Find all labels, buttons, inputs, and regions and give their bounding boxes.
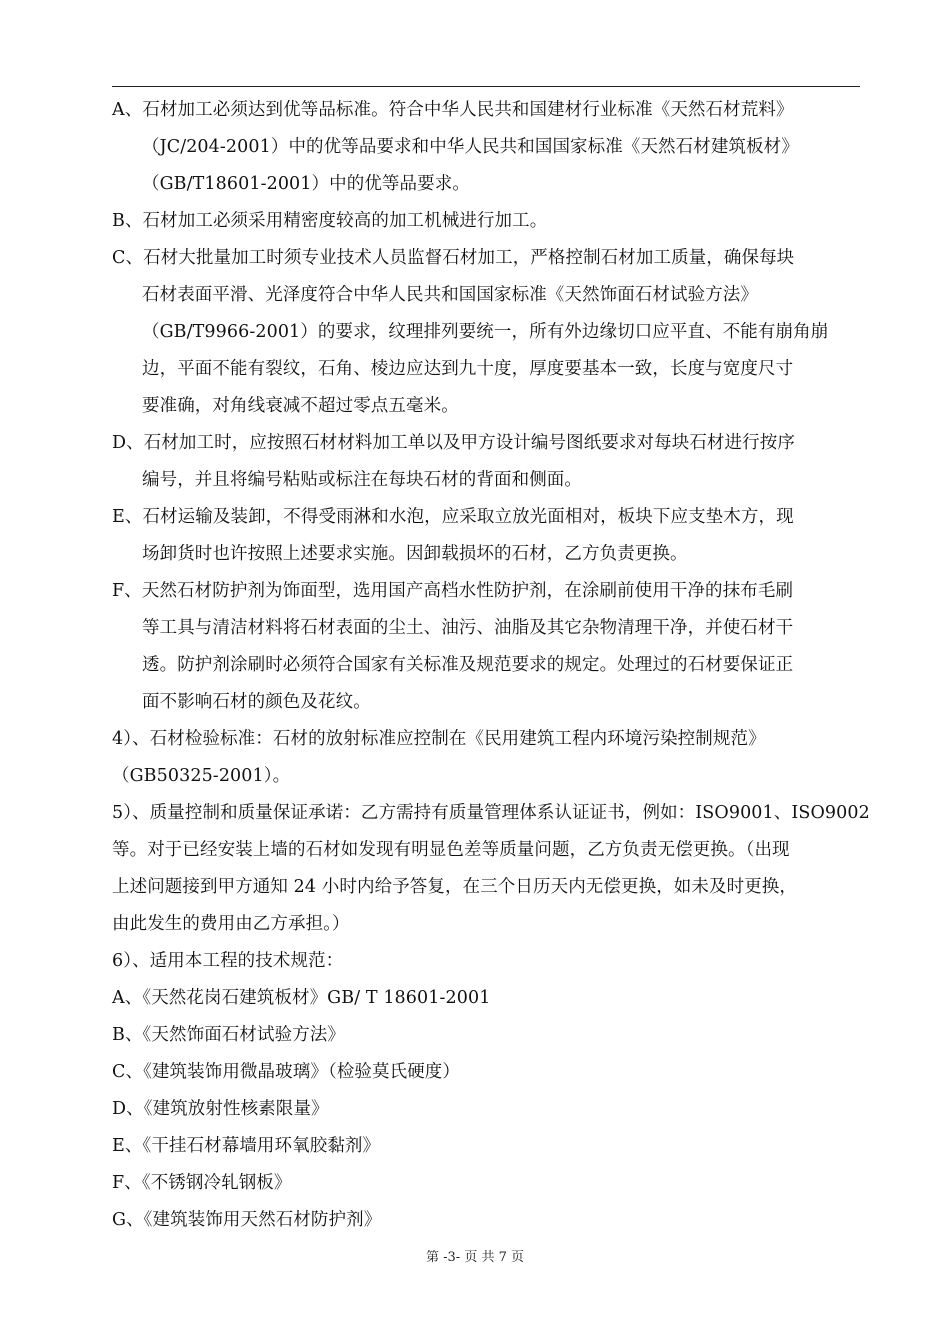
text-line: 上述问题接到甲方通知 24 小时内给予答复，在三个日历天内无偿更换，如未及时更换， <box>112 877 797 897</box>
text-line: D、《建筑放射性核素限量》 <box>112 1099 329 1119</box>
text-line: G、《建筑装饰用天然石材防护剂》 <box>112 1210 382 1230</box>
text-line: 面不影响石材的颜色及花纹。 <box>142 692 371 712</box>
text-line: C、《建筑装饰用微晶玻璃》（检验莫氏硬度） <box>112 1062 460 1082</box>
text-line: E、《干挂石材幕墙用环氧胶黏剂》 <box>112 1136 381 1156</box>
text-line: D、石材加工时，应按照石材材料加工单以及甲方设计编号图纸要求对每块石材进行按序 <box>112 433 795 453</box>
text-line: （GB50325-2001）。 <box>112 766 291 786</box>
text-line: 编号，并且将编号粘贴或标注在每块石材的背面和侧面。 <box>142 470 582 490</box>
text-line: B、《天然饰面石材试验方法》 <box>112 1025 346 1045</box>
text-line: F、天然石材防护剂为饰面型，选用国产高档水性防护剂，在涂刷前使用干净的抹布毛刷 <box>112 581 794 601</box>
text-line: 场卸货时也许按照上述要求实施。因卸载损坏的石材，乙方负责更换。 <box>142 544 688 564</box>
text-line: A、石材加工必须达到优等品标准。符合中华人民共和国建材行业标准《天然石材荒料》 <box>112 100 794 120</box>
text-line: A、《天然花岗石建筑板材》GB/ T 18601-2001 <box>112 988 491 1008</box>
text-line: （JC/204-2001）中的优等品要求和中华人民共和国国家标准《天然石材建筑板材》 <box>142 137 799 157</box>
text-line: 5）、质量控制和质量保证承诺：乙方需持有质量管理体系认证证书，例如：ISO9001、ISO9002 <box>112 803 870 823</box>
text-line: C、石材大批量加工时须专业技术人员监督石材加工，严格控制石材加工质量，确保每块 <box>112 248 795 268</box>
text-line: 4）、石材检验标准：石材的放射标准应控制在《民用建筑工程内环境污染控制规范》 <box>112 729 766 749</box>
text-line: 要准确，对角线衰减不超过零点五毫米。 <box>142 396 459 416</box>
text-line: 石材表面平滑、光泽度符合中华人民共和国国家标准《天然饰面石材试验方法》 <box>142 285 758 305</box>
text-line: B、石材加工必须采用精密度较高的加工机械进行加工。 <box>112 211 548 231</box>
text-line: 由此发生的费用由乙方承担。） <box>112 914 350 934</box>
text-line: （GB/T9966-2001）的要求，纹理排列要统一，所有外边缘切口应平直、不能有崩角崩 <box>142 322 829 342</box>
text-line: 6）、适用本工程的技术规范： <box>112 951 344 971</box>
document-body <box>112 92 872 1239</box>
text-line: 边，平面不能有裂纹，石角、棱边应达到九十度，厚度要基本一致，长度与宽度尺寸 <box>142 359 794 379</box>
text-line: 等。对于已经安装上墙的石材如发现有明显色差等质量问题，乙方负责无偿更换。（出现 <box>112 840 790 860</box>
text-line: （GB/T18601-2001）中的优等品要求。 <box>142 174 470 194</box>
text-line: 透。防护剂涂刷时必须符合国家有关标准及规范要求的规定。处理过的石材要保证正 <box>142 655 794 675</box>
text-line: 等工具与清洁材料将石材表面的尘土、油污、油脂及其它杂物清理干净，并使石材干 <box>142 618 794 638</box>
page-footer: 第 -3- 页 共 7 页 <box>426 1250 524 1265</box>
header-rule <box>112 86 860 87</box>
text-line: F、《不锈钢冷轧钢板》 <box>112 1173 292 1193</box>
text-line: E、石材运输及装卸，不得受雨淋和水泡，应采取立放光面相对，板块下应支垫木方，现 <box>112 507 794 527</box>
